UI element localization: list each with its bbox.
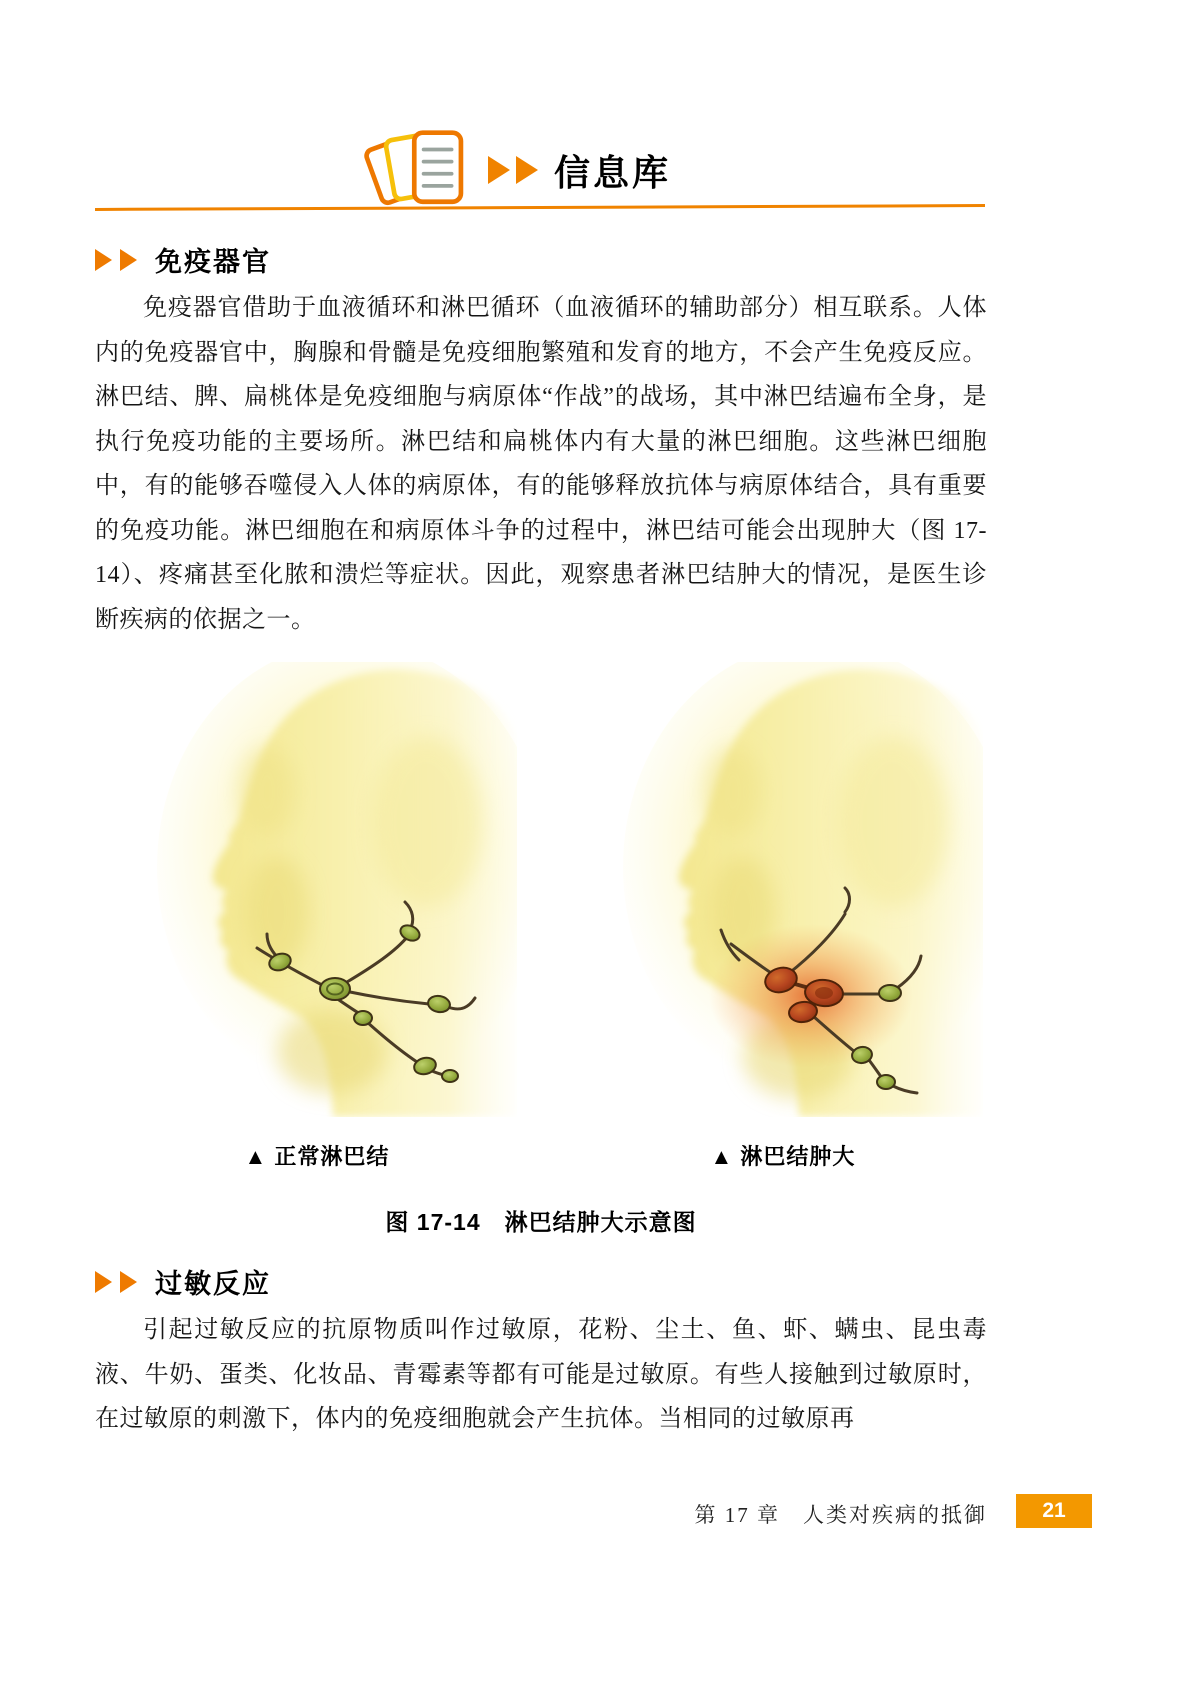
figure-lymph-nodes — [95, 662, 987, 1262]
swollen-lymph-face-illustration — [583, 662, 983, 1117]
section-marker-icon — [95, 249, 112, 271]
section-marker-icon — [120, 1271, 137, 1293]
lymph-node — [354, 1011, 372, 1025]
lymph-node — [442, 1070, 458, 1082]
play-arrow-icon — [516, 156, 538, 184]
heading-immune-organs — [95, 240, 271, 279]
heading-allergy — [95, 1262, 271, 1301]
caption-swollen-lymph: ▲ 淋巴结肿大 — [710, 1144, 856, 1169]
section-marker-icon — [120, 249, 137, 271]
lymph-node — [320, 978, 350, 1000]
paragraph-allergy: 引起过敏反应的抗原物质叫作过敏原，花粉、尘土、鱼、虾、螨虫、昆虫毒液、牛奶、蛋类、化妆品、青霉素等都有可能是过敏原。有些人接触到过敏原时，在过敏原的刺激下，体内的免疫细胞就会产生抗体。当相同的过敏原再 — [95, 1317, 987, 1432]
caption-normal-lymph: ▲ 正常淋巴结 — [244, 1144, 390, 1169]
chapter-footer-text: 第 17 章 人类对疾病的抵御 — [694, 1503, 987, 1527]
lymph-node — [879, 985, 901, 1001]
paragraph-immune-organs: 免疫器官借助于血液循环和淋巴循环（血液循环的辅助部分）相互联系。人体内的免疫器官中，胸腺和骨髓是免疫细胞繁殖和发育的地方，不会产生免疫反应。淋巴结、脾、扁桃体是免疫细胞与病原体“作战”的战场，其中淋巴结遍布全身，是执行免疫功能的主要场所。淋巴结和扁桃体内有大量的淋巴细胞。这些淋巴细胞中，有的能够吞噬侵入人体的病原体，有的能够释放抗体与病原体结合，具有重要的免疫功能。淋巴细胞在和病原体斗争的过程中，淋巴结可能会出现肿大（图 17-14）、疼痛甚至化脓和溃烂等症状。因此，观察患者淋巴结肿大的情况，是医生诊断疾病的依据之一。 — [95, 295, 987, 633]
section-heading-label: 过敏反应 — [155, 1269, 271, 1299]
cards-document-icon — [362, 122, 474, 218]
figure-caption: 图 17-14 淋巴结肿大示意图 — [385, 1209, 697, 1235]
section-marker-icon — [95, 1271, 112, 1293]
panel-swollen-lymph — [583, 662, 983, 1122]
normal-lymph-face-illustration — [117, 662, 517, 1117]
panel-normal-lymph — [117, 662, 517, 1122]
lymph-node — [877, 1075, 895, 1089]
info-library-header — [362, 122, 671, 218]
header-arrows-icon — [488, 156, 538, 184]
play-arrow-icon — [488, 156, 510, 184]
section-heading-label: 免疫器官 — [155, 247, 271, 277]
page-title: 信息库 — [554, 151, 672, 193]
page-number-badge: 21 — [1016, 1494, 1092, 1528]
